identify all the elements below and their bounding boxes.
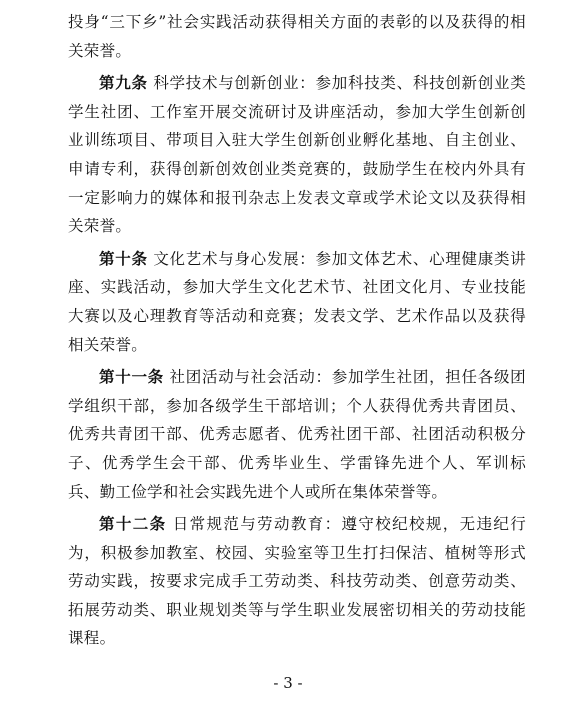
article-12-text: 日常规范与劳动教育：遵守校纪校规，无违纪行为，积极参加教室、校园、实验室等卫生打扫保洁、植树等形式劳动实践，按要求完成手工劳动类、科技劳动类、创意劳动类、拓展劳动类、职业规划类等与学生职业发展密切相关的劳动技能课程。 (68, 515, 526, 648)
article-11-text: 社团活动与社会活动：参加学生社团，担任各级团学组织干部，参加各级学生干部培训；个人获得优秀共青团员、优秀共青团干部、优秀志愿者、优秀社团干部、社团活动积极分子、优秀学生会干部、优秀毕业生、学雷锋先进个人、军训标兵、勤工俭学和社会实践先进个人或所在集体荣誉等。 (68, 368, 526, 501)
article-9-text: 科学技术与创新创业：参加科技类、科技创新创业类学生社团、工作室开展交流研讨及讲座活动，参加大学生创新创业训练项目、带项目入驻大学生创新创业孵化基地、自主创业、申请专利，获得创新创效创业类竞赛的，鼓励学生在校内外具有一定影响力的媒体和报刊杂志上发表文章或学术论文以及获得相关荣誉。 (68, 74, 526, 236)
article-11-title: 第十一条 (99, 367, 164, 387)
article-10-text: 文化艺术与身心发展：参加文体艺术、心理健康类讲座、实践活动，参加大学生文化艺术节、社团文化月、专业技能大赛以及心理教育等活动和竞赛；发表文学、艺术作品以及获得相关荣誉。 (68, 249, 526, 354)
article-12 (68, 510, 526, 653)
article-12-title: 第十二条 (99, 514, 167, 534)
article-10-title: 第十条 (99, 248, 148, 268)
document-body (68, 8, 526, 657)
article-10 (68, 245, 526, 359)
article-9-title: 第九条 (99, 73, 148, 93)
article-11 (68, 363, 526, 506)
page-number: - 3 - (273, 674, 303, 692)
continuation-paragraph: 投身“三下乡”社会实践活动获得相关方面的表彰的以及获得的相关荣誉。 (68, 13, 526, 60)
article-9 (68, 69, 526, 241)
